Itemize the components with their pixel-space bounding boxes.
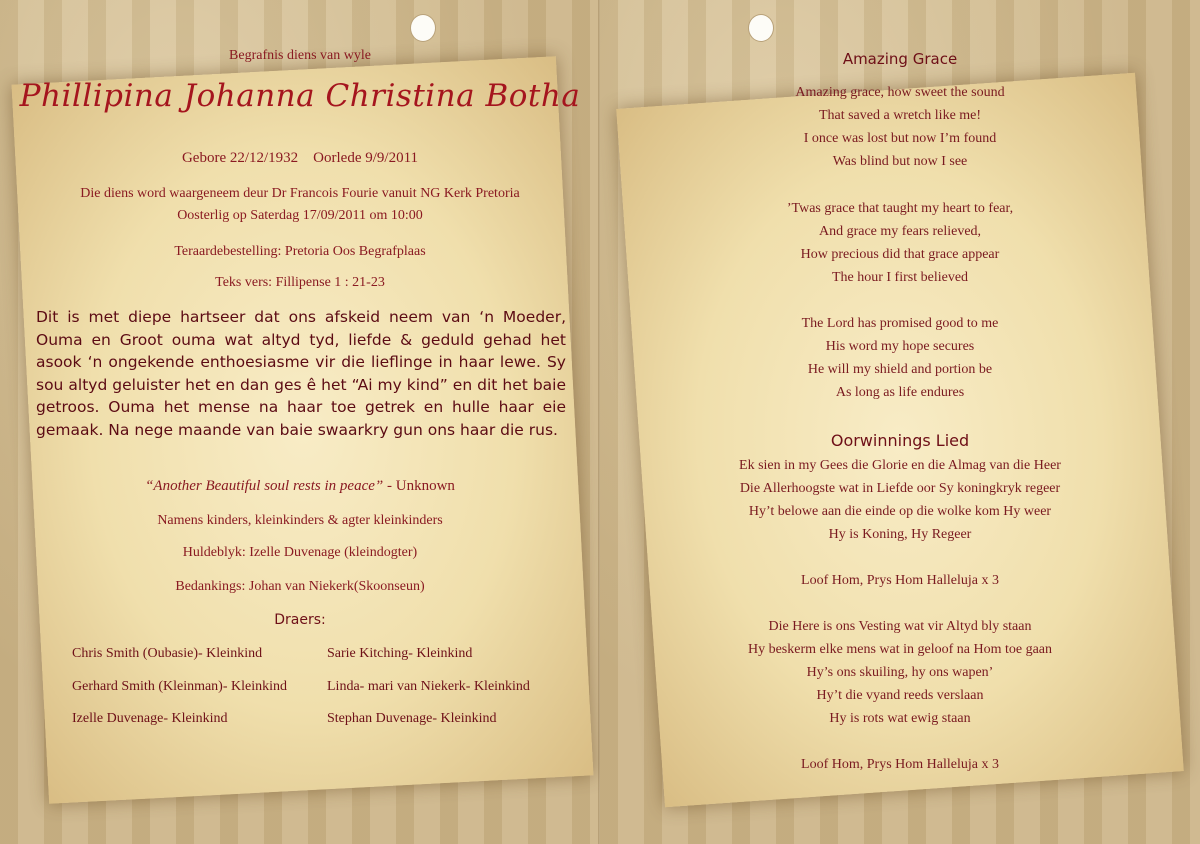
service-date-line: Oosterlig op Saterdag 17/09/2011 om 10:00 [177,208,423,223]
hymn2-line: Hy’t die vyand reeds verslaan [816,688,984,703]
bearer-left-1: Chris Smith (Oubasie)- Kleinkind [72,646,263,661]
hymn2-chorus: Loof Hom, Prys Hom Halleluja x 3 [801,757,999,772]
text-verse: Teks vers: Fillipense 1 : 21-23 [215,275,385,290]
deceased-name: Phillipina Johanna Christina Botha [19,78,581,114]
on-behalf-line: Namens kinders, kleinkinders & agter kleinkinders [157,513,443,528]
hymn1-line: He will my shield and portion be [807,362,993,377]
thanks-line: Bedankings: Johan van Niekerk(Skoonseun) [175,579,425,594]
hymn2-chorus: Loof Hom, Prys Hom Halleluja x 3 [801,573,999,588]
hymn1-line: I once was lost but now I’m found [803,131,997,146]
bearer-left-3: Izelle Duvenage- Kleinkind [72,711,228,726]
hymn1-line: The hour I first believed [831,270,969,285]
hymn2-line: Hy’t belowe aan die einde op die wolke kom Hy weer [748,504,1052,519]
hymn1-line: Amazing grace, how sweet the sound [795,85,1005,100]
bearer-right-3: Stephan Duvenage- Kleinkind [327,711,497,726]
hymn2-line: Die Allerhoogste wat in Liefde oor Sy koningkryk regeer [739,481,1061,496]
hymn2-line: Hy’s ons skuiling, hy ons wapen’ [806,665,994,680]
hymn1-line: As long as life endures [835,385,965,400]
hymn2-line: Hy is Koning, Hy Regeer [828,527,972,542]
hymn2-line: Hy beskerm elke mens wat in geloof na Hom toe gaan [747,642,1053,657]
hymn-amazing-grace-title: Amazing Grace [842,50,958,68]
right-page-content [600,0,1200,844]
hymn1-line: Was blind but now I see [832,154,968,169]
service-heading: Begrafnis diens van wyle [229,48,371,63]
hymn2-line: Die Here is ons Vesting wat vir Altyd bly staan [768,619,1032,634]
bearer-right-2: Linda- mari van Niekerk- Kleinkind [327,679,530,694]
hymn2-line: Hy is rots wat ewig staan [829,711,971,726]
hymn1-line: And grace my fears relieved, [818,224,982,239]
hymn1-line: The Lord has promised good to me [801,316,999,331]
bearers-title: Draers: [274,612,326,628]
quote-text: “Another Beautiful soul rests in peace” [145,478,384,494]
right-page [600,0,1200,844]
hymn1-line: That saved a wretch like me! [818,108,982,123]
bearer-left-2: Gerhard Smith (Kleinman)- Kleinkind [72,679,288,694]
hymn1-line: ’Twas grace that taught my heart to fear, [786,201,1014,216]
hymn1-line: How precious did that grace appear [800,247,1000,262]
birth-death-dates: Gebore 22/12/1932 Oorlede 9/9/2011 [181,150,419,166]
hymn2-line: Ek sien in my Gees die Glorie en die Almag van die Heer [739,458,1061,473]
quote-author: - Unknown [383,478,455,494]
hymn1-line: His word my hope secures [825,339,975,354]
hymn-oorwinnings-lied-title: Oorwinnings Lied [830,431,970,450]
bearer-right-1: Sarie Kitching- Kleinkind [327,646,473,661]
memorial-quote [0,478,600,495]
service-officiant-line: Die diens word waargeneem deur Dr Francois Fourie vanuit NG Kerk Pretoria [80,186,520,201]
burial-location: Teraardebestelling: Pretoria Oos Begrafplaas [174,244,426,259]
eulogy-line: Huldeblyk: Izelle Duvenage (kleindogter) [182,545,418,560]
tribute-paragraph: Dit is met diepe hartseer dat ons afskeid neem van ‘n Moeder, Ouma en Groot ouma wat altyd tyd, liefde & geduld gehad het asook ‘n ongekende enthoesiasme vir die lieflinge in haar lewe. Sy sou altyd geluister het en dan ges ê het “Ai my kind” en dit het baie getroos. Ouma het mense na haar toe getrek en hulle haar eie gemaak. Na nege maande van baie swaarkry gun ons haar die rus. [36,308,566,439]
